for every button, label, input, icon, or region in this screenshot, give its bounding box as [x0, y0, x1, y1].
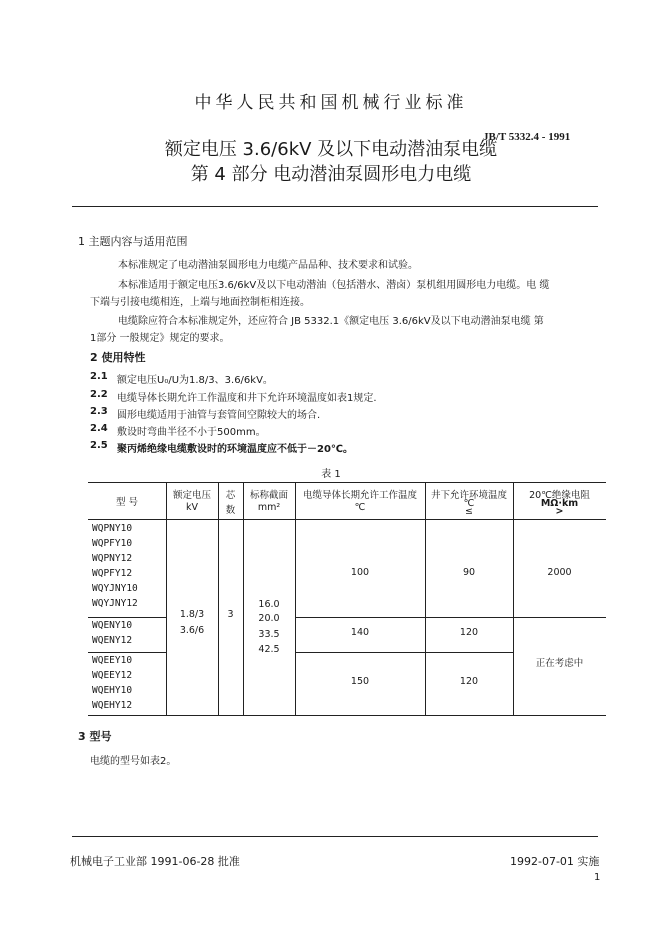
item-text: 电缆导体长期允许工作温度和井下允许环境温度如表1规定.: [117, 393, 377, 404]
implementation-date: 1992-07-01 实施: [510, 855, 600, 868]
header-cores: 芯: [225, 490, 236, 501]
table1: [88, 482, 606, 716]
item-number: 2.4: [90, 423, 108, 434]
item-text: 聚丙烯绝缘电缆敷设时的环境温度应不低于－20℃。: [117, 444, 354, 455]
header-conductor-temp: 电缆导体长期允许工作温度: [302, 490, 417, 501]
item-number: 2.1: [90, 371, 108, 382]
table-vline: [513, 483, 514, 715]
table-group-divider: [88, 617, 166, 618]
model-cell: WQEHY12: [92, 700, 133, 711]
section3-para: 电缆的型号如表2。: [90, 756, 177, 767]
section1-heading: 1 主题内容与适用范围: [78, 235, 188, 248]
item-text: 敷设时弯曲半径不小于500mm。: [117, 427, 266, 438]
section1-para3-line2: 1部分 一般规定》规定的要求。: [90, 333, 230, 344]
cores-value: 3: [227, 609, 234, 620]
conductor-temp-value: 140: [350, 627, 370, 638]
table-group-divider: [513, 617, 606, 618]
table-group-divider: [295, 617, 513, 618]
header-section-unit: mm²: [257, 502, 281, 513]
well-temp-value: 90: [462, 567, 476, 578]
section-value: 20.0: [258, 613, 280, 624]
page-number: 1: [594, 872, 601, 883]
model-cell: WQYJNY12: [92, 598, 138, 609]
header-insulation-sym: >: [555, 506, 564, 517]
header-cores-2: 数: [225, 505, 236, 516]
well-temp-value: 120: [459, 627, 479, 638]
insulation-value: 2000: [547, 567, 572, 578]
model-cell: WQPFY10: [92, 538, 133, 549]
table-group-divider: [295, 652, 513, 653]
well-temp-value: 120: [459, 676, 479, 687]
model-cell: WQEHY10: [92, 685, 133, 696]
item-text: 圆形电缆适用于油管与套管间空隙较大的场合.: [117, 410, 321, 421]
table-vline: [218, 483, 219, 715]
section3-heading: 3 型号: [78, 730, 112, 743]
section1-para1: 本标准规定了电动潜油泵圆形电力电缆产品品种、技术要求和试验。: [118, 260, 418, 271]
model-cell: WQEEY12: [92, 670, 133, 681]
voltage-value: 3.6/6: [179, 625, 205, 636]
header-insulation-unit: MΩ·km: [540, 498, 579, 509]
table-header-divider: [88, 519, 606, 520]
section1-para2-line2: 下端与引接电缆相连，上端与地面控制柜相连接。: [90, 297, 310, 308]
header-well-temp-sym: ≤: [465, 506, 473, 517]
document-title-line2: 第 4 部分 电动潜油泵圆形电力电缆: [190, 164, 472, 185]
header-voltage-unit: kV: [185, 502, 198, 513]
standard-number: JB/T 5332.4 - 1991: [483, 131, 571, 143]
item-number: 2.2: [90, 389, 108, 400]
header-section: 标称截面: [249, 490, 288, 501]
document-title-line1: 额定电压 3.6/6kV 及以下电动潜油泵电缆: [164, 139, 498, 160]
header-well-temp: 井下允许环境温度: [430, 490, 507, 501]
header-insulation: 20℃绝缘电阻: [529, 490, 590, 501]
section2-heading: 2 使用特性: [90, 351, 146, 364]
insulation-value: 正在考虑中: [535, 658, 584, 669]
footer-divider: [72, 836, 598, 837]
section1-para3-line1: 电缆除应符合本标准规定外，还应符合 JB 5332.1《额定电压 3.6/6kV及以下电动潜油泵电缆 第: [118, 316, 544, 327]
section1-para2-line1: 本标准适用于额定电压3.6/6kV及以下电动潜油（包括潜水、潜卤）泵机组用圆形电力电缆。电 缆: [118, 280, 550, 291]
section-value: 33.5: [258, 629, 280, 640]
table-group-divider: [88, 652, 166, 653]
conductor-temp-value: 150: [350, 676, 370, 687]
model-cell: WQPFY12: [92, 568, 133, 579]
section-value: 42.5: [258, 644, 280, 655]
approval-date: 机械电子工业部 1991-06-28 批准: [70, 855, 240, 868]
table-caption: 表 1: [321, 469, 341, 480]
item-text: 额定电压U₀/U为1.8/3、3.6/6kV。: [117, 375, 273, 386]
header-well-temp-unit: ℃: [463, 498, 475, 509]
model-cell: WQEEY10: [92, 655, 133, 666]
voltage-value: 1.8/3: [179, 609, 205, 620]
org-title: 中华人民共和国机械行业标准: [194, 93, 468, 113]
model-cell: WQYJNY10: [92, 583, 138, 594]
header-voltage: 额定电压: [172, 490, 211, 501]
header-model: 型 号: [115, 497, 139, 508]
item-number: 2.3: [90, 406, 108, 417]
model-cell: WQENY12: [92, 635, 133, 646]
section-value: 16.0: [258, 599, 280, 610]
conductor-temp-value: 100: [350, 567, 370, 578]
header-divider: [72, 206, 598, 207]
item-number: 2.5: [90, 440, 108, 451]
model-cell: WQPNY10: [92, 523, 133, 534]
model-cell: WQPNY12: [92, 553, 133, 564]
header-conductor-temp-unit: ℃: [354, 502, 366, 513]
model-cell: WQENY10: [92, 620, 133, 631]
